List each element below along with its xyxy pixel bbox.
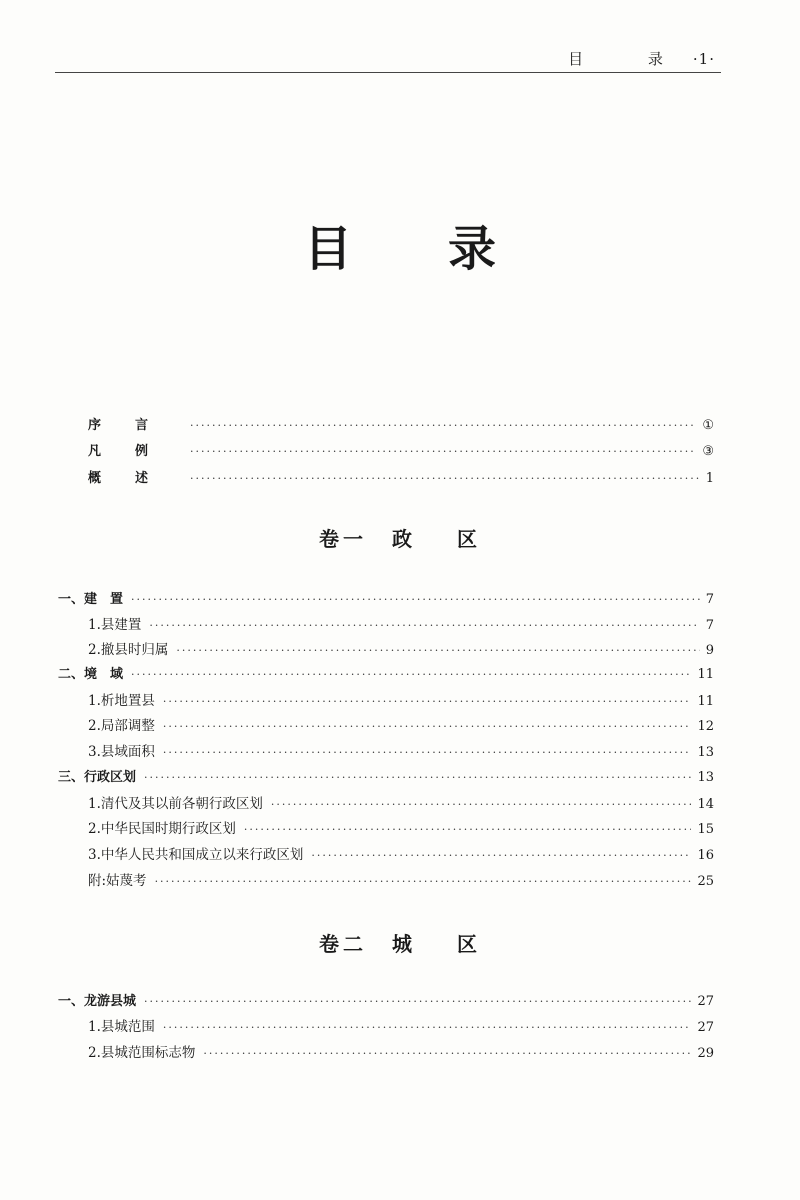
dot-leader	[149, 619, 699, 633]
running-head-title: 目 录	[568, 50, 693, 68]
toc-page-number: 15	[697, 822, 714, 837]
toc-page-number: 13	[697, 745, 714, 760]
dot-leader	[163, 1021, 692, 1035]
page-title	[0, 210, 800, 279]
dot-leader	[155, 875, 692, 889]
toc-page-number: 7	[705, 618, 714, 633]
dot-leader	[190, 472, 700, 486]
toc-page-number: 9	[705, 643, 714, 658]
dot-leader	[190, 419, 696, 433]
toc-page-number: 7	[705, 592, 714, 607]
toc-entry-v1-roc-division[interactable]	[88, 817, 714, 837]
dot-leader	[203, 1047, 691, 1061]
toc-page-number: 16	[697, 848, 714, 863]
toc-entry-v1-prc-division[interactable]	[88, 843, 714, 863]
toc-entry-label: 2.县城范围标志物	[88, 1045, 196, 1061]
toc-entry-v1-land-division[interactable]	[88, 689, 714, 709]
toc-entry-v1-admin-division[interactable]	[58, 766, 714, 785]
toc-entry-label: 一、建 置	[58, 592, 124, 607]
toc-entry-label: 1.县建置	[88, 617, 142, 633]
toc-entry-label: 一、龙游县城	[58, 994, 137, 1009]
dot-leader	[271, 798, 692, 812]
toc-entry-label: 凡例	[88, 444, 183, 459]
toc-entry-label: 2.撤县时归属	[88, 642, 169, 658]
toc-entry-label: 概述	[88, 471, 183, 486]
toc-entry-label: 序言	[88, 418, 183, 433]
toc-page-number: ①	[702, 418, 714, 433]
toc-entry-label: 三、行政区划	[58, 770, 137, 785]
toc-entry-v2-county-town[interactable]	[58, 990, 714, 1009]
toc-entry-label: 附:姑蔑考	[88, 873, 147, 889]
dot-leader	[311, 849, 691, 863]
toc-entry-label: 二、境 域	[58, 667, 124, 682]
dot-leader	[190, 445, 696, 459]
dot-leader	[144, 995, 691, 1009]
toc-page-number: 13	[697, 770, 714, 785]
volume-1-title-word-1: 政	[392, 527, 416, 551]
toc-entry-conventions[interactable]	[88, 440, 714, 459]
toc-page-number: 12	[697, 719, 714, 734]
toc-page-number: 11	[697, 667, 714, 682]
header-rule	[55, 72, 721, 73]
toc-page-number: 11	[697, 694, 714, 709]
toc-entry-v1-area[interactable]	[88, 740, 714, 760]
volume-1-title-word-2: 区	[456, 527, 481, 551]
toc-page-number: 14	[697, 797, 714, 812]
dot-leader	[163, 746, 692, 760]
dot-leader	[163, 720, 692, 734]
toc-entry-label: 1.县城范围	[88, 1019, 155, 1035]
volume-2-title-word-1: 城	[392, 932, 416, 956]
toc-page-number: 27	[697, 1020, 714, 1035]
toc-page-number: 29	[697, 1046, 714, 1061]
running-head-page-number: ·1·	[692, 50, 715, 68]
toc-entry-overview[interactable]	[88, 467, 714, 486]
toc-entry-v1-territory[interactable]	[58, 663, 714, 682]
dot-leader	[131, 668, 691, 682]
dot-leader	[244, 823, 692, 837]
toc-entry-v2-town-scope[interactable]	[88, 1015, 714, 1035]
toc-entry-label: 1.析地置县	[88, 693, 155, 709]
dot-leader	[176, 644, 699, 658]
toc-entry-v1-establishment[interactable]	[58, 588, 714, 607]
volume-1-title-number: 卷一	[319, 527, 368, 551]
toc-entry-v1-qing-division[interactable]	[88, 792, 714, 812]
dot-leader	[131, 593, 700, 607]
toc-entry-v1-adjustment[interactable]	[88, 714, 714, 734]
toc-entry-v1-affiliation[interactable]	[88, 638, 714, 658]
volume-2-title-word-2: 区	[456, 932, 481, 956]
volume-1-title	[0, 523, 800, 552]
toc-page-number: 25	[697, 874, 714, 889]
toc-entry-label: 2.局部调整	[88, 718, 155, 734]
dot-leader	[163, 695, 692, 709]
running-head	[55, 48, 715, 69]
page-title-char-1: 目	[303, 221, 352, 277]
toc-page-number: ③	[702, 444, 714, 459]
toc-entry-preface[interactable]	[88, 414, 714, 433]
toc-entry-v1-county-establishment[interactable]	[88, 613, 714, 633]
volume-2-title-number: 卷二	[319, 932, 368, 956]
toc-entry-v2-landmarks[interactable]	[88, 1041, 714, 1061]
page-title-char-2: 录	[448, 221, 497, 277]
toc-entry-v1-appendix[interactable]	[88, 869, 714, 889]
toc-entry-label: 2.中华民国时期行政区划	[88, 821, 236, 837]
volume-2-title	[0, 928, 800, 957]
toc-entry-label: 3.中华人民共和国成立以来行政区划	[88, 847, 304, 863]
toc-entry-label: 3.县域面积	[88, 744, 155, 760]
toc-page-number: 1	[705, 471, 714, 486]
toc-page-number: 27	[697, 994, 714, 1009]
toc-entry-label: 1.清代及其以前各朝行政区划	[88, 796, 263, 812]
dot-leader	[144, 771, 691, 785]
